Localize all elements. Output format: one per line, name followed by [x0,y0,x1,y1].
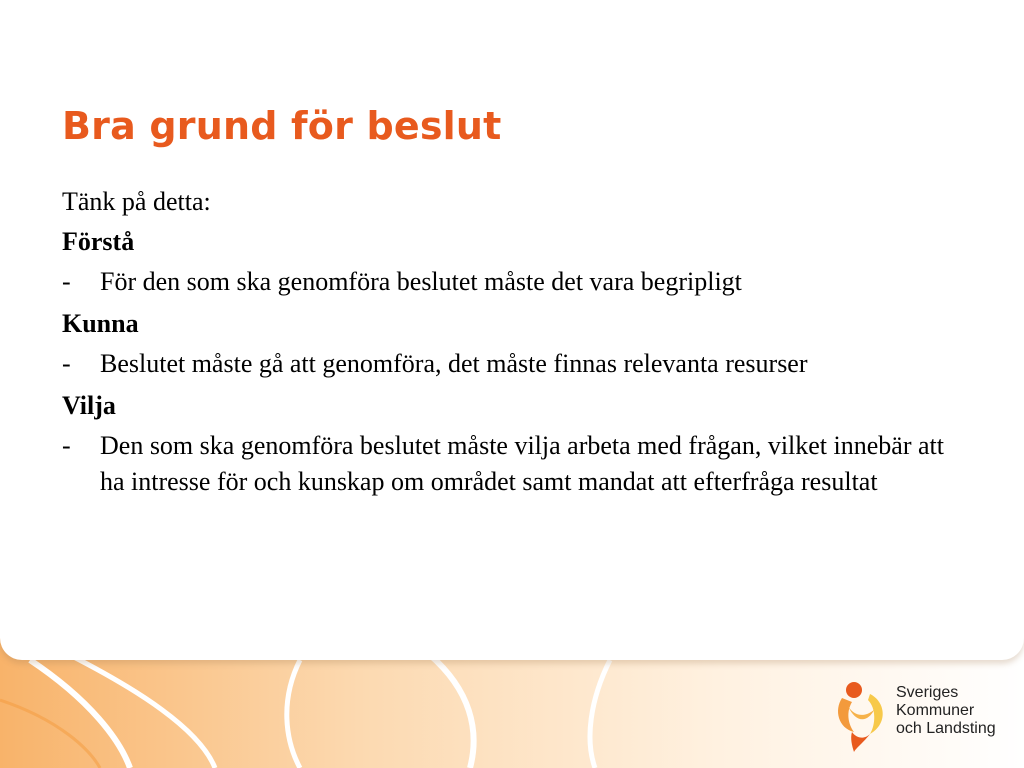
logo-text [896,684,996,738]
bullet-text: För den som ska genomföra beslutet måste det vara begripligt [100,267,742,296]
section-heading: Vilja [62,391,116,420]
slide-title: Bra grund för beslut [62,104,502,148]
logo-line: Sveriges [896,684,959,701]
bullet-text: Beslutet måste gå att genomföra, det måste finnas relevanta resurser [100,349,808,378]
logo-mark-icon [834,680,890,752]
bullet-marker: - [62,267,71,296]
skl-logo [834,680,1014,752]
bullet-text: Den som ska genomföra beslutet måste vilja arbeta med frågan, vilket innebär att ha intresse för och kunskap om området samt mandat att efterfråga resultat [100,431,944,496]
intro-text: Tänk på detta: [62,187,211,216]
bullet-marker: - [62,431,71,460]
bullet-marker: - [62,349,71,378]
bullet-item [62,346,962,382]
logo-line: och Landsting [896,720,996,737]
section-heading: Kunna [62,309,139,338]
section-heading: Förstå [62,227,135,256]
bullet-item [62,428,962,500]
logo-line: Kommuner [896,702,975,719]
bullet-item [62,264,962,300]
slide-body [62,184,962,506]
